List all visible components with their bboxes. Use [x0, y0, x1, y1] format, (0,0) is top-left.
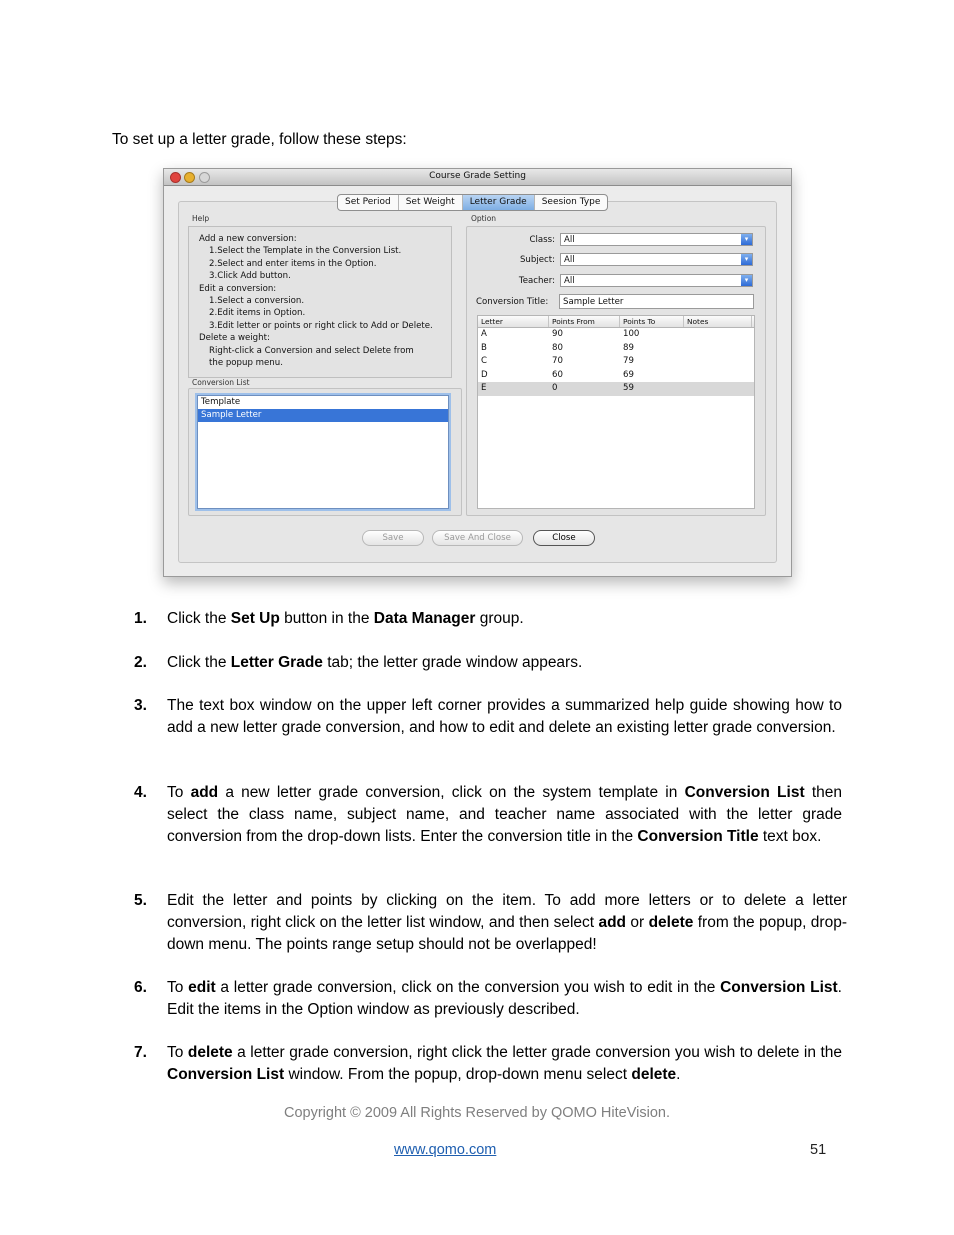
window-title: Course Grade Setting [429, 171, 526, 181]
tab-set-period[interactable]: Set Period [338, 195, 399, 210]
cell-points-to[interactable]: 89 [623, 342, 634, 353]
tab-letter-grade[interactable]: Letter Grade [463, 195, 535, 210]
table-header [478, 316, 754, 328]
copyright-footer: Copyright © 2009 All Rights Reserved by QOMO HiteVision. [284, 1105, 670, 1121]
course-grade-setting-window [163, 168, 792, 577]
letter-grade-table[interactable] [477, 315, 755, 509]
table-row[interactable] [478, 328, 754, 342]
cell-points-to[interactable]: 100 [623, 329, 640, 339]
help-line: 1.Select a conversion. [209, 296, 305, 307]
step-number: 4. [134, 784, 147, 801]
tab-set-weight[interactable]: Set Weight [399, 195, 463, 210]
step-number: 7. [134, 1044, 147, 1061]
cell-points-from[interactable]: 0 [552, 383, 558, 394]
chevron-down-icon[interactable]: ▾ [741, 234, 752, 245]
cell-notes[interactable] [684, 369, 752, 383]
help-group-label: Help [192, 214, 210, 223]
teacher-select[interactable] [560, 274, 753, 287]
option-group-label: Option [471, 214, 497, 223]
step-text: To edit a letter grade conversion, click on the conversion you wish to edit in the Conversion List. Edit the items in the Option window as previously described. [167, 979, 842, 1018]
class-label: Class: [529, 235, 555, 245]
tab-session-type[interactable]: Seesion Type [541, 197, 601, 207]
help-text [199, 233, 433, 369]
teacher-label: Teacher: [518, 276, 555, 286]
step-text: Click the Set Up button in the Data Manager group. [167, 610, 524, 627]
step-text: Click the Letter Grade tab; the letter grade window appears. [167, 654, 583, 671]
cell-points-from[interactable]: 80 [552, 342, 563, 353]
cell-points-from[interactable]: 70 [552, 356, 563, 367]
cell-points-from[interactable]: 60 [552, 369, 563, 380]
cell-notes[interactable] [684, 328, 752, 342]
subject-select[interactable] [560, 253, 753, 266]
help-line: 3.Click Add button. [209, 271, 291, 282]
step-text: To delete a letter grade conversion, right click the letter grade conversion you wish to delete in the Conversion List window. From the popup, drop-down menu select delete. [167, 1044, 842, 1083]
cell-notes[interactable] [684, 342, 752, 356]
column-header-notes[interactable]: Notes [684, 316, 752, 327]
cell-letter[interactable]: D [481, 369, 488, 380]
subject-label: Subject: [519, 255, 555, 265]
step-text: Edit the letter and points by clicking on the item. To add more letters or to delete a letter conversion, right click on the letter list window, and then select add or delete from the popup, drop-down menu. The points range setup should not be overlapped! [167, 892, 847, 953]
cell-letter[interactable]: C [481, 356, 488, 367]
class-select[interactable] [560, 233, 753, 246]
conversion-list[interactable] [197, 395, 449, 509]
help-box [188, 226, 452, 378]
cell-points-to[interactable]: 69 [623, 369, 634, 380]
help-line: 2.Select and enter items in the Option. [209, 258, 377, 269]
cell-points-to[interactable]: 79 [623, 356, 634, 367]
cell-letter[interactable]: B [481, 342, 487, 353]
step-text: To add a new letter grade conversion, click on the system template in Conversion List then select the class name, subject name, and teacher name associated with the letter grade conversion from the drop-down lists. Enter the conversion title in the Conversion Title text box. [167, 784, 842, 845]
conversion-title-input[interactable]: Sample Letter [559, 294, 754, 309]
step-number: 2. [134, 654, 147, 671]
cell-letter[interactable]: E [481, 383, 487, 394]
table-row-selected[interactable] [478, 382, 754, 396]
help-line: 2.Edit items in Option. [209, 308, 306, 319]
teacher-value: All [564, 276, 575, 286]
help-line: Delete a weight: [199, 333, 270, 344]
cell-letter[interactable]: A [481, 329, 487, 339]
class-value: All [564, 235, 575, 245]
cell-points-from[interactable]: 90 [552, 329, 563, 339]
save-button[interactable]: Save [362, 530, 424, 546]
table-row[interactable] [478, 369, 754, 383]
website-link[interactable]: www.qomo.com [394, 1142, 497, 1158]
table-row[interactable] [478, 355, 754, 369]
chevron-down-icon[interactable]: ▾ [741, 275, 752, 286]
step-text: The text box window on the upper left corner provides a summarized help guide showing how to add a new letter grade conversion, and how to edit and delete an existing letter grade conversion. [167, 697, 842, 736]
step-number: 3. [134, 697, 147, 714]
chevron-down-icon[interactable]: ▾ [741, 254, 752, 265]
step-number: 5. [134, 892, 147, 909]
conversion-list-label: Conversion List [192, 378, 250, 387]
tab-bar [337, 194, 608, 211]
close-button[interactable]: Close [533, 530, 595, 546]
table-row[interactable] [478, 342, 754, 356]
help-line: Edit a conversion: [199, 283, 277, 294]
cell-points-to[interactable]: 59 [623, 383, 634, 394]
help-line: Add a new conversion: [199, 234, 297, 244]
step-number: 1. [134, 610, 147, 627]
help-line: 3.Edit letter or points or right click to Add or Delete. [209, 320, 433, 331]
page-number: 51 [810, 1142, 827, 1158]
intro-text: To set up a letter grade, follow these steps: [112, 131, 407, 148]
subject-value: All [564, 255, 575, 265]
help-line: Right-click a Conversion and select Delete from [209, 345, 414, 356]
help-line: the popup menu. [209, 358, 283, 369]
title-bar [164, 169, 791, 186]
save-and-close-button[interactable]: Save And Close [432, 530, 523, 546]
conversion-title-label: Conversion Title: [476, 297, 549, 307]
column-header-points-from[interactable]: Points From [549, 316, 620, 327]
step-number: 6. [134, 979, 147, 996]
cell-notes[interactable] [684, 382, 752, 396]
column-header-points-to[interactable]: Points To [620, 316, 684, 327]
column-header-letter[interactable]: Letter [478, 316, 549, 327]
cell-notes[interactable] [684, 355, 752, 369]
conversion-item-template[interactable]: Template [201, 397, 241, 407]
conversion-item-sample-letter[interactable]: Sample Letter [198, 409, 448, 422]
help-line: 1.Select the Template in the Conversion List. [209, 246, 402, 257]
